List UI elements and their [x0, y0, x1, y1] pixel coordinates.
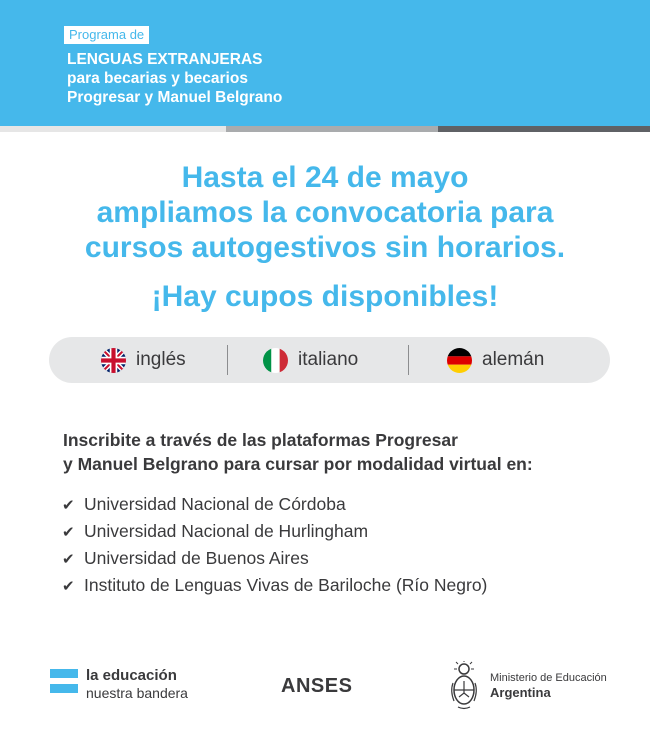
language-item-english: [101, 337, 186, 383]
enrollment-intro: [63, 428, 533, 476]
availability-headline: ¡Hay cupos disponibles!: [151, 280, 499, 313]
language-item-italian: [263, 337, 358, 383]
education-logo-line2: nuestra bandera: [86, 685, 188, 701]
flag-bar-icon: [50, 669, 78, 678]
language-label: alemán: [482, 349, 545, 370]
ministry-logo: [448, 660, 607, 712]
ministry-line1: Ministerio de Educación: [490, 672, 607, 684]
national-seal-icon: [448, 661, 480, 711]
list-item: [62, 545, 487, 572]
language-item-german: [447, 337, 544, 383]
language-label: inglés: [136, 349, 186, 370]
germany-flag-icon: [447, 348, 472, 373]
education-logo-text: [86, 667, 188, 702]
stripe-mid: [226, 126, 438, 132]
list-item: [62, 572, 487, 599]
check-icon: ✔: [62, 496, 75, 514]
ministry-text: [490, 671, 607, 701]
headline-line2: ampliamos la convocatoria para: [96, 196, 554, 229]
list-item: [62, 491, 487, 518]
language-separator: [227, 345, 228, 375]
program-title: [67, 50, 282, 107]
anses-logo: ANSES: [281, 675, 353, 697]
stripe-dark: [438, 126, 650, 132]
italy-flag-icon: [263, 348, 288, 373]
university-list: [62, 491, 487, 599]
header-banner: [0, 0, 650, 126]
language-label: italiano: [298, 349, 359, 370]
intro-line2: y Manuel Belgrano para cursar por modalidad virtual en:: [63, 454, 533, 474]
languages-bar: [49, 337, 610, 383]
university-name: Universidad Nacional de Hurlingham: [84, 521, 369, 541]
check-icon: ✔: [62, 523, 75, 541]
ministry-line2: Argentina: [490, 685, 551, 700]
program-tag: Programa de: [64, 26, 149, 44]
university-name: Universidad de Buenos Aires: [84, 548, 309, 568]
flag-bar-icon: [50, 684, 78, 693]
list-item: [62, 518, 487, 545]
uk-flag-icon: [101, 348, 126, 373]
program-title-line3: Progresar y Manuel Belgrano: [67, 89, 283, 106]
check-icon: ✔: [62, 550, 75, 568]
program-title-line1: LENGUAS EXTRANJERAS: [67, 51, 263, 68]
education-logo-line1: la educación: [86, 667, 177, 684]
headline-line3: cursos autogestivos sin horarios.: [84, 231, 566, 264]
headline-line1: Hasta el 24 de mayo: [181, 161, 469, 194]
stripe-light: [0, 126, 226, 132]
intro-line1: Inscribite a través de las plataformas Progresar: [63, 430, 458, 450]
university-name: Universidad Nacional de Córdoba: [84, 494, 346, 514]
main-headline: [0, 160, 650, 265]
program-title-line2: para becarias y becarios: [67, 70, 248, 87]
university-name: Instituto de Lenguas Vivas de Bariloche (Río Negro): [84, 575, 488, 595]
education-logo: [50, 667, 188, 701]
language-separator: [408, 345, 409, 375]
check-icon: ✔: [62, 577, 75, 595]
